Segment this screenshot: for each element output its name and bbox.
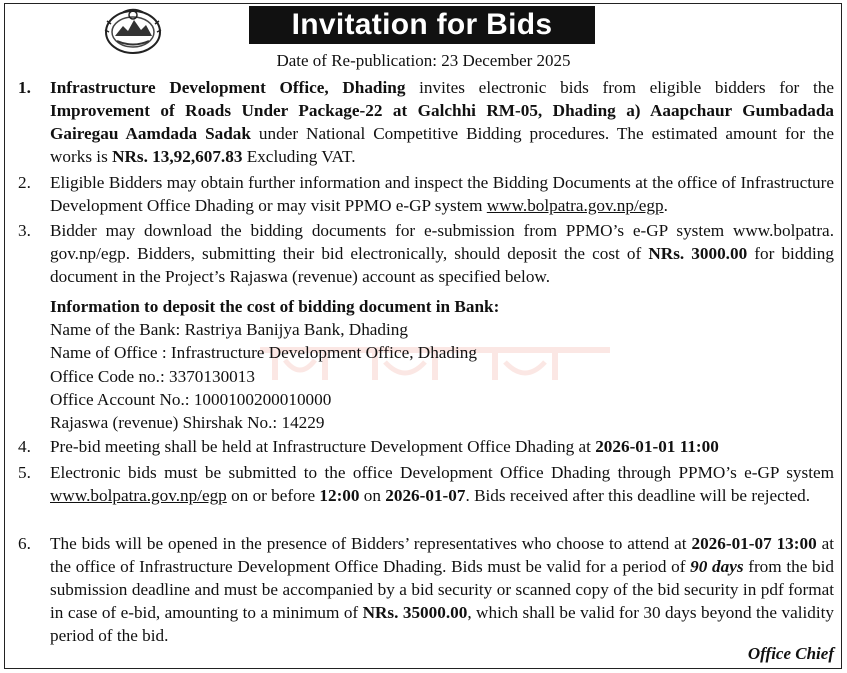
bolpatra-link[interactable]: www.bolpatra.gov.np/egp xyxy=(50,486,227,505)
list-item-3 xyxy=(18,219,834,288)
item-text: Pre-bid meeting shall be held at Infrastructure Development Office Dhading at 2026-01-01 11:00 xyxy=(50,437,719,456)
item-text: Electronic bids must be submitted to the office Development Office Dhading through PPMO’s e-GP system www.bolpatra.gov.np/egp on or before 12:00 on 2026-01-07. Bids received after this deadline will be rejected. xyxy=(50,463,834,505)
list-item-5 xyxy=(18,461,834,507)
shirshak-no: Rajaswa (revenue) Shirshak No.: 14229 xyxy=(50,413,325,433)
signature-office-chief: Office Chief xyxy=(747,644,834,663)
nepal-government-emblem-icon xyxy=(101,6,165,56)
republication-date: Date of Re-publication: 23 December 2025 xyxy=(276,51,571,70)
item-number: 3. xyxy=(18,221,31,240)
list-item-2 xyxy=(18,171,834,217)
bank-info xyxy=(50,295,830,434)
item-number: 1. xyxy=(18,78,31,97)
bank-name: Name of the Bank: Rastriya Banijya Bank, Dhading xyxy=(50,320,408,340)
office-account-no: Office Account No.: 1000100200010000 xyxy=(50,389,332,409)
item-text: Bidder may download the bidding documents for e-submission from PPMO’s e-GP system www.bolpatra. gov.np/egp. Bidders, submitting their bid electronically, should deposit the cost of NRs. 3000.00 for bidding document in the Project’s Rajaswa (revenue) account as specified below. xyxy=(50,221,834,286)
item-text: The bids will be opened in the presence of Bidders’ representatives who choose to attend at 2026-01-07 13:00 at the office of Infrastructure Development Office Dhading. Bids must be valid for a period of 90 days from the bid submission deadline and must be accompanied by a bid security or scanned copy of the bid security in pdf format in case of e-bid, amounting to a minimum of NRs. 35000.00, which shall be valid for 30 days beyond the validity period of the bid. xyxy=(50,534,835,645)
item-number: 4. xyxy=(18,437,31,456)
notice-title: Invitation for Bids xyxy=(249,6,595,44)
list-item-1 xyxy=(18,76,834,168)
item-text: Eligible Bidders may obtain further information and inspect the Bidding Documents at the office of Infrastructure Development Office Dhading or may visit PPMO e-GP system www.bolpatra.gov.np/egp. xyxy=(50,173,834,215)
office-code: Office Code no.: 3370130013 xyxy=(50,366,255,386)
list-item-6 xyxy=(18,532,834,647)
item-number: 5. xyxy=(18,463,31,482)
item-number: 2. xyxy=(18,173,31,192)
bolpatra-link[interactable]: www.bolpatra.gov.np/egp xyxy=(486,196,664,215)
list-item-4 xyxy=(18,435,834,458)
item-number: 6. xyxy=(18,534,31,553)
office-name: Name of Office : Infrastructure Development Office, Dhading xyxy=(50,343,477,363)
item-text: Infrastructure Development Office, Dhading invites electronic bids from eligible bidders for the Improvement of Roads Under Package-22 at Galchhi RM-05, Dhading a) Aaapchaur Gumbadada Gairegau Aamdada Sadak under National Competitive Bidding procedures. The estimated amount for the works is NRs. 13,92,607.83 Excluding VAT. xyxy=(50,78,834,166)
bank-info-heading: Information to deposit the cost of bidding document in Bank: xyxy=(50,297,500,316)
